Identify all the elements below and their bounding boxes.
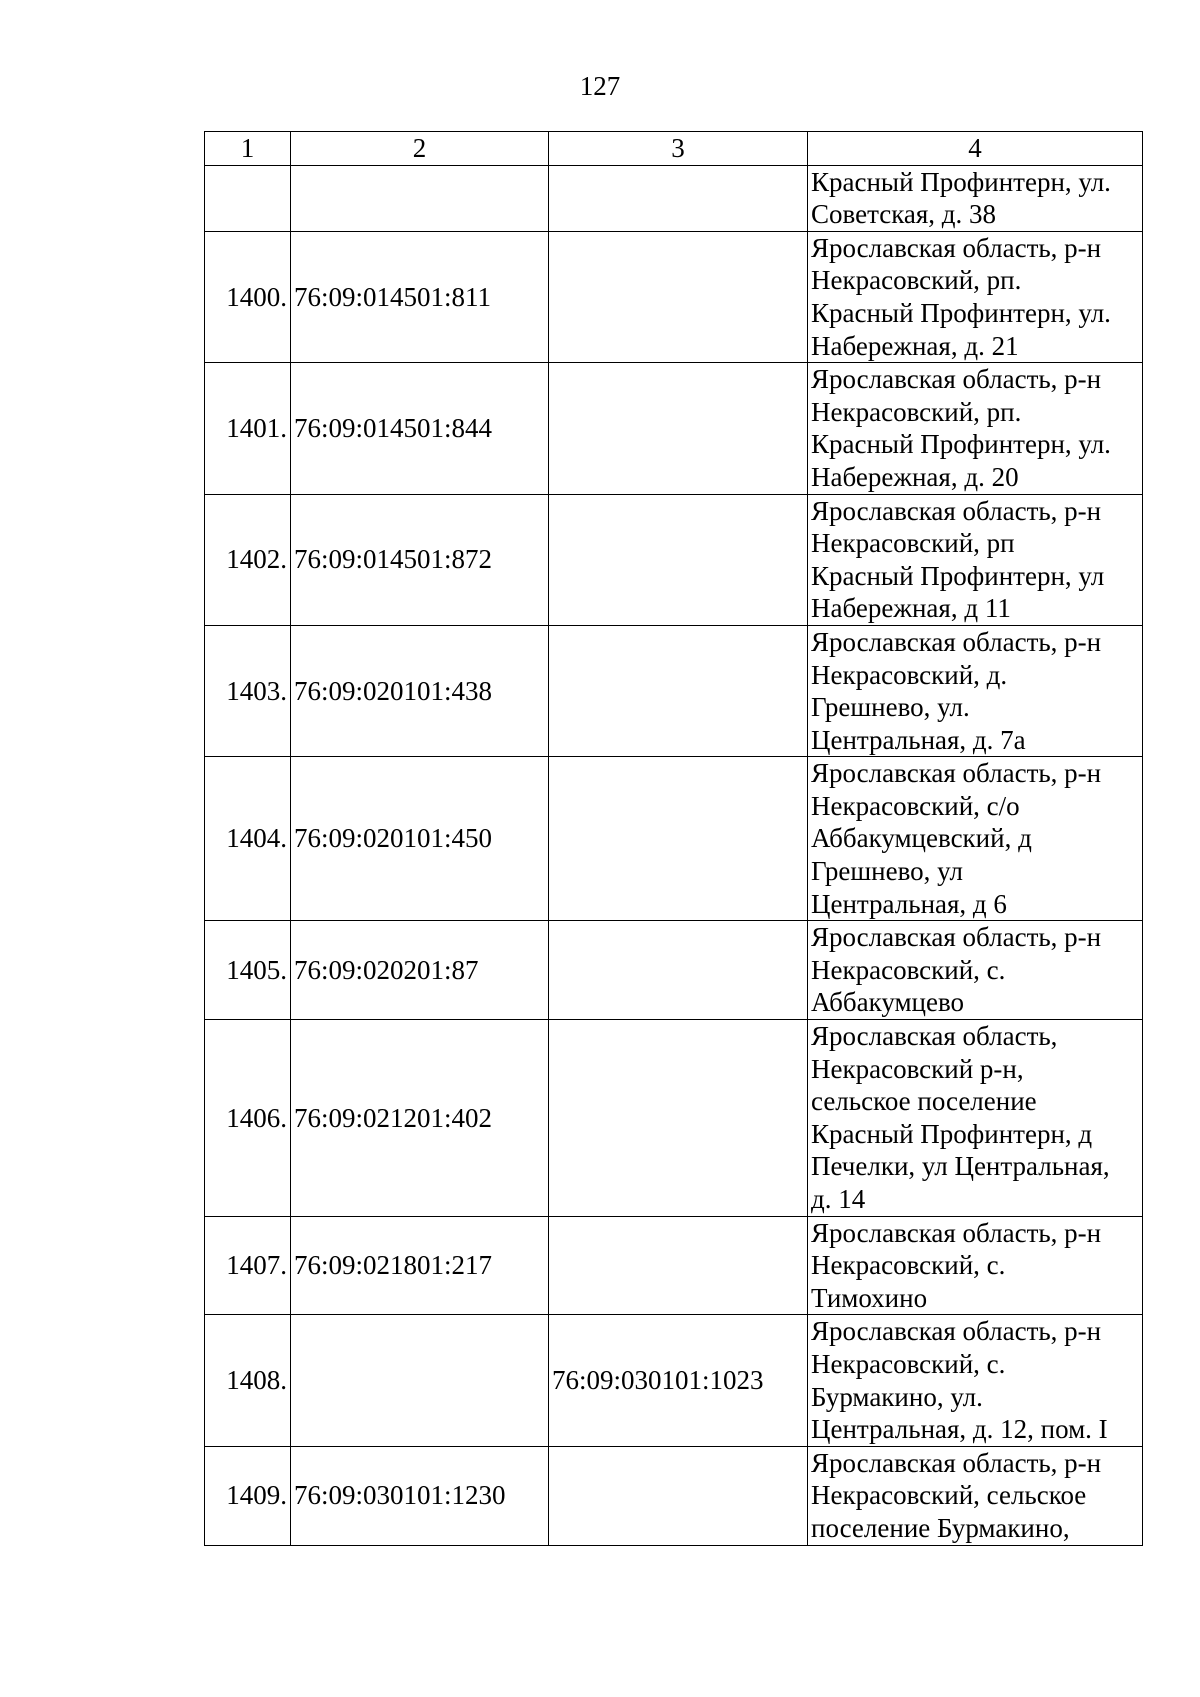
cadastral-number: [291, 165, 549, 231]
table-row: [205, 921, 1143, 1020]
address-line: Грешнево, ул.: [811, 692, 970, 723]
cadastral-number-alt: [549, 231, 808, 362]
row-number: 1404.: [205, 757, 291, 921]
cadastral-number: 76:09:014501:811: [291, 231, 549, 362]
address-line: Ярославская область, р-н: [811, 1316, 1102, 1347]
column-header-4: 4: [808, 132, 1143, 166]
cadastral-number: 76:09:020101:450: [291, 757, 549, 921]
address-line: Аббакумцевский, д: [811, 823, 1032, 854]
row-number: [205, 165, 291, 231]
address-line: Некрасовский, с.: [811, 954, 1006, 985]
address-line: Ярославская область, р-н: [811, 364, 1102, 395]
row-number: 1406.: [205, 1020, 291, 1217]
column-header-2: 2: [291, 132, 549, 166]
cadastral-number: 76:09:014501:844: [291, 363, 549, 494]
row-number: 1401.: [205, 363, 291, 494]
cadastral-number-alt: 76:09:030101:1023: [549, 1315, 808, 1446]
cadastral-number-alt: [549, 1020, 808, 1217]
address-cell: [808, 494, 1143, 625]
table-row: [205, 1020, 1143, 1217]
address-line: Печелки, ул Центральная,: [811, 1151, 1110, 1182]
header-row: [205, 132, 1143, 166]
address-line: Некрасовский, рп.: [811, 396, 1022, 427]
row-number: 1408.: [205, 1315, 291, 1446]
address-line: Некрасовский, рп: [811, 528, 1015, 559]
cadastral-number-alt: [549, 921, 808, 1020]
address-line: Набережная, д 11: [811, 593, 1011, 624]
row-number: 1409.: [205, 1446, 291, 1545]
address-cell: [808, 1216, 1143, 1315]
row-number: 1407.: [205, 1216, 291, 1315]
address-cell: [808, 231, 1143, 362]
address-line: Некрасовский, с.: [811, 1348, 1006, 1379]
address-line: Тимохино: [811, 1282, 928, 1313]
table-row: [205, 494, 1143, 625]
cadastral-number-alt: [549, 757, 808, 921]
cadastral-number-alt: [549, 1216, 808, 1315]
row-number: 1402.: [205, 494, 291, 625]
address-line: Ярославская область, р-н: [811, 922, 1102, 953]
address-line: Красный Профинтерн, д: [811, 1118, 1093, 1149]
address-line: Бурмакино, ул.: [811, 1381, 983, 1412]
address-line: Аббакумцево: [811, 987, 965, 1018]
row-number: 1400.: [205, 231, 291, 362]
address-line: Центральная, д. 12, пом. I: [811, 1414, 1108, 1445]
table-row: [205, 363, 1143, 494]
address-line: Ярославская область, р-н: [811, 758, 1102, 789]
address-line: Ярославская область, р-н: [811, 232, 1102, 263]
cadastral-number: 76:09:014501:872: [291, 494, 549, 625]
address-cell: [808, 921, 1143, 1020]
cadastral-number: 76:09:021201:402: [291, 1020, 549, 1217]
cadastral-number-alt: [549, 165, 808, 231]
row-number: 1405.: [205, 921, 291, 1020]
cadastral-number: 76:09:020101:438: [291, 625, 549, 756]
address-cell: [808, 625, 1143, 756]
address-line: сельское поселение: [811, 1086, 1037, 1117]
cadastral-number-alt: [549, 1446, 808, 1545]
table-header: [205, 132, 1143, 166]
address-line: Некрасовский, д.: [811, 659, 1008, 690]
address-line: Некрасовский р-н,: [811, 1053, 1024, 1084]
address-cell: [808, 1315, 1143, 1446]
address-line: Советская, д. 38: [811, 199, 997, 230]
cadastral-number: 76:09:021801:217: [291, 1216, 549, 1315]
address-line: Центральная, д 6: [811, 888, 1007, 919]
address-line: Ярославская область,: [811, 1021, 1058, 1052]
column-header-3: 3: [549, 132, 808, 166]
address-cell: [808, 1446, 1143, 1545]
cadastral-number-alt: [549, 494, 808, 625]
address-line: Набережная, д. 20: [811, 461, 1019, 492]
cadastral-number: 76:09:030101:1230: [291, 1446, 549, 1545]
address-line: Некрасовский, с.: [811, 1250, 1006, 1281]
row-number: 1403.: [205, 625, 291, 756]
table-row: [205, 757, 1143, 921]
table-row: [205, 231, 1143, 362]
address-line: Ярославская область, р-н: [811, 1217, 1102, 1248]
address-line: Ярославская область, р-н: [811, 626, 1102, 657]
address-line: Красный Профинтерн, ул.: [811, 429, 1111, 460]
address-line: поселение Бурмакино,: [811, 1512, 1070, 1543]
address-line: Ярославская область, р-н: [811, 495, 1102, 526]
address-cell: [808, 165, 1143, 231]
address-line: Грешнево, ул: [811, 856, 963, 887]
address-line: Красный Профинтерн, ул: [811, 560, 1105, 591]
registry-table: [204, 131, 1143, 1546]
table-row: [205, 1216, 1143, 1315]
cadastral-number-alt: [549, 625, 808, 756]
address-line: Некрасовский, рп.: [811, 265, 1022, 296]
cadastral-number: [291, 1315, 549, 1446]
cadastral-number: 76:09:020201:87: [291, 921, 549, 1020]
table-row: [205, 165, 1143, 231]
table-row: [205, 625, 1143, 756]
address-line: Красный Профинтерн, ул.: [811, 166, 1111, 197]
address-line: д. 14: [811, 1184, 866, 1214]
page-number: 127: [579, 71, 621, 101]
address-cell: [808, 1020, 1143, 1217]
cadastral-number-alt: [549, 363, 808, 494]
table-row: [205, 1446, 1143, 1545]
address-line: Красный Профинтерн, ул.: [811, 297, 1111, 328]
address-line: Некрасовский, сельское: [811, 1480, 1087, 1511]
address-line: Центральная, д. 7а: [811, 724, 1026, 755]
address-line: Ярославская область, р-н: [811, 1447, 1102, 1478]
address-cell: [808, 363, 1143, 494]
table-row: [205, 1315, 1143, 1446]
column-header-1: 1: [205, 132, 291, 166]
address-line: Набережная, д. 21: [811, 330, 1019, 361]
address-cell: [808, 757, 1143, 921]
table-body: [205, 165, 1143, 1545]
address-line: Некрасовский, с/о: [811, 790, 1020, 821]
